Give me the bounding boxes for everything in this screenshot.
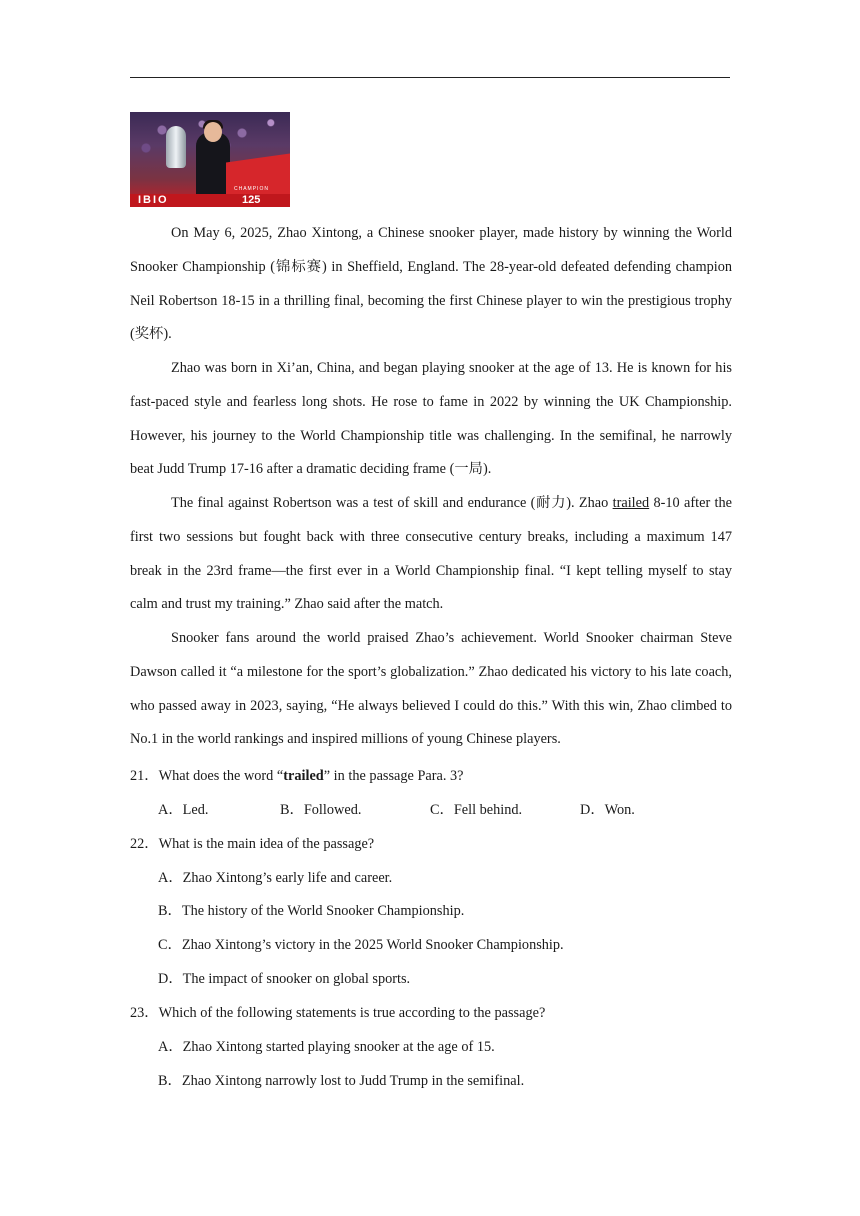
trophy-graphic xyxy=(166,126,186,168)
question-23-option-b[interactable]: B．Zhao Xintong narrowly lost to Judd Trump in the semifinal. xyxy=(158,1073,525,1089)
question-22-number: 22． xyxy=(130,836,159,852)
question-22 xyxy=(130,833,374,853)
question-22-option-b[interactable]: B．The history of the World Snooker Championship. xyxy=(158,903,465,919)
question-22-option-d[interactable]: D．The impact of snooker on global sports. xyxy=(158,971,411,987)
passage-paragraph-1: On May 6, 2025, Zhao Xintong, a Chinese snooker player, made history by winning the World Snooker Championship (锦标赛) in Sheffield, England. The 28-year-old defeated defending champion Neil Robertson 18-15 in a thrilling final, becoming the first Chinese player to win the prestigious trophy (奖杯). xyxy=(130,225,732,343)
passage-paragraph-2: Zhao was born in Xi’an, China, and began playing snooker at the age of 13. He is known for his fast-paced style and fearless long shots. He rose to fame in 2022 by winning the UK Championship. However, his journey to the World Championship title was challenging. In the semifinal, he narrowly beat Judd Trump 17-16 after a dramatic deciding frame (一局). xyxy=(130,360,732,478)
question-22-text: What is the main idea of the passage? xyxy=(158,836,375,852)
news-photo xyxy=(130,112,290,207)
question-21-option-d[interactable]: D．Won. xyxy=(580,802,635,818)
paragraph-3-text-before: The final against Robertson was a test of skill and endurance (耐力). Zhao xyxy=(171,495,613,511)
question-21-bold-word: trailed xyxy=(283,768,324,784)
question-22-option-a[interactable]: A．Zhao Xintong’s early life and career. xyxy=(158,870,393,886)
question-22-option-c[interactable]: C．Zhao Xintong’s victory in the 2025 World Snooker Championship. xyxy=(158,937,564,953)
question-23 xyxy=(130,1002,545,1022)
question-21-text-before: What does the word “ xyxy=(158,768,284,784)
question-21-number: 21． xyxy=(130,768,159,784)
photo-banner-left-text: IBIO xyxy=(138,194,169,206)
question-21-option-c[interactable]: C．Fell behind. xyxy=(430,802,523,818)
paragraph-3-text-after: 8-10 after the first two sessions but fought back with three consecutive century breaks, including a maximum 147 break in the 23rd frame—the first ever in a World Championship final. “I kept telling myself to stay calm and trust my training.” Zhao said after the match. xyxy=(130,495,732,613)
underlined-word-trailed: trailed xyxy=(612,495,650,511)
question-23-number: 23． xyxy=(130,1005,159,1021)
question-23-option-a[interactable]: A．Zhao Xintong started playing snooker at the age of 15. xyxy=(158,1039,495,1055)
question-21 xyxy=(130,765,464,785)
player-head xyxy=(204,122,222,142)
photo-banner-right-text: 125 xyxy=(242,194,261,206)
header-rule xyxy=(130,77,730,78)
question-21-text-after: ” in the passage Para. 3? xyxy=(323,768,464,784)
passage-paragraph-3 xyxy=(130,487,732,622)
passage-paragraph-4: Snooker fans around the world praised Zhao’s achievement. World Snooker chairman Steve Dawson called it “a milestone for the sport’s globalization.” Zhao dedicated his victory to his late coach, who passed away in 2023, saying, “He always believed I could do this.” With this win, Zhao climbed to No.1 in the world rankings and inspired millions of young Chinese players. xyxy=(130,630,732,748)
photo-banner-small-text: CHAMPION xyxy=(234,186,269,192)
question-21-option-b[interactable]: B．Followed. xyxy=(280,802,362,818)
question-21-option-a[interactable]: A．Led. xyxy=(158,802,209,818)
question-23-text: Which of the following statements is true according to the passage? xyxy=(158,1005,546,1021)
